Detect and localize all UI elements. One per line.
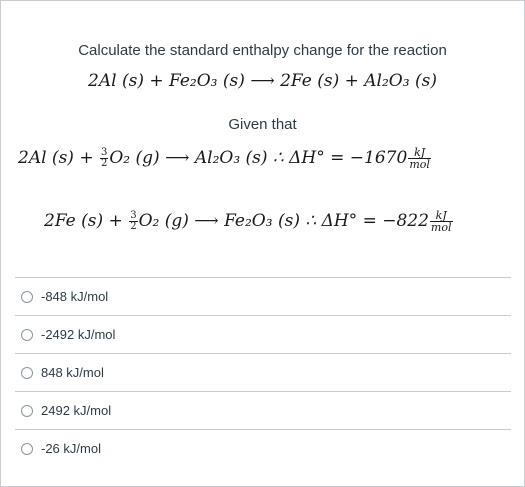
- eq2-rhs: Fe₂O₃ (s) ∴ ΔH° = −822: [224, 211, 429, 231]
- eq1-frac-num: 3: [100, 147, 108, 158]
- eq1-unit-den: mol: [409, 158, 430, 171]
- eq1-unit-num: kJ: [408, 147, 431, 159]
- target-reaction: [0, 71, 525, 91]
- reaction-arrow: ⟶: [250, 71, 275, 91]
- question-prompt: Calculate the standard enthalpy change for the reaction: [78, 42, 447, 59]
- answer-label: -26 kJ/mol: [41, 441, 101, 456]
- answer-option[interactable]: [15, 391, 511, 429]
- eq1-arrow: ⟶: [165, 148, 190, 168]
- radio-button[interactable]: [21, 443, 33, 455]
- target-reaction-lhs: 2Al (s) + Fe₂O₃ (s): [88, 71, 245, 91]
- answer-option[interactable]: [15, 429, 511, 467]
- eq1-frac-den: 2: [100, 158, 108, 169]
- eq2-unit: [430, 210, 453, 233]
- eq2-coefficient: [129, 211, 137, 232]
- eq2-unit-num: kJ: [430, 210, 453, 222]
- radio-button[interactable]: [21, 367, 33, 379]
- answer-label: 848 kJ/mol: [41, 365, 104, 380]
- given-label: Given that: [228, 116, 297, 133]
- target-reaction-rhs: 2Fe (s) + Al₂O₃ (s): [280, 71, 437, 91]
- radio-button[interactable]: [21, 329, 33, 341]
- answer-label: -848 kJ/mol: [41, 289, 109, 304]
- eq2-frac-den: 2: [130, 221, 137, 232]
- eq2-unit-den: mol: [430, 221, 452, 234]
- radio-button[interactable]: [21, 405, 33, 417]
- eq1-lhs-b: O₂ (g): [109, 148, 160, 168]
- eq1-lhs-a: 2Al (s) +: [18, 148, 99, 168]
- given-equation-2: [44, 210, 454, 233]
- answer-option[interactable]: [15, 315, 511, 353]
- eq2-lhs-a: 2Fe (s) +: [44, 211, 129, 231]
- answer-option[interactable]: [15, 277, 511, 315]
- given-equation-1: [18, 147, 432, 170]
- eq1-coefficient: [100, 148, 108, 169]
- eq2-arrow: ⟶: [194, 211, 219, 231]
- answer-list: [15, 277, 511, 467]
- eq1-rhs: Al₂O₃ (s) ∴ ΔH° = −1670: [194, 148, 408, 168]
- answer-label: 2492 kJ/mol: [41, 403, 112, 418]
- radio-button[interactable]: [21, 291, 33, 303]
- answer-option[interactable]: [15, 353, 511, 391]
- answer-label: -2492 kJ/mol: [41, 327, 116, 342]
- eq2-lhs-b: O₂ (g): [138, 211, 189, 231]
- eq2-frac-num: 3: [130, 210, 137, 221]
- eq1-unit: [408, 147, 431, 170]
